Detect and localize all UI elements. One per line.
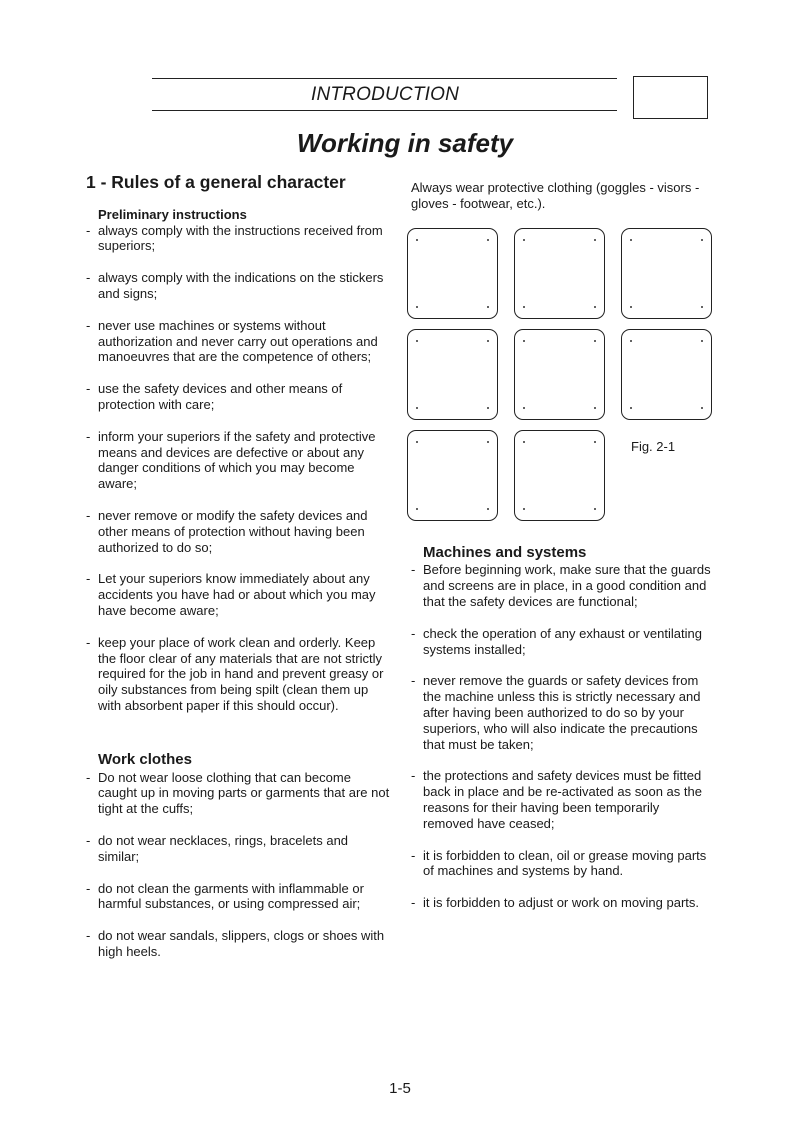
machines-list: [411, 562, 711, 911]
header-rule-bottom: [152, 110, 617, 111]
machines-heading: Machines and systems: [423, 543, 587, 561]
list-item: - do not clean the garments with inflammable or harmful substances, or using compressed air;: [86, 881, 392, 913]
work-clothes-list: [86, 770, 392, 960]
page-title: Working in safety: [296, 128, 514, 158]
safety-sign-icon: [514, 228, 605, 319]
list-item: - do not wear sandals, slippers, clogs or shoes with high heels.: [86, 928, 392, 960]
safety-sign-icon: [621, 228, 712, 319]
list-item: - Before beginning work, make sure that the guards and screens are in place, in a good condition and that the safety devices are functional;: [411, 562, 711, 609]
work-clothes-heading: Work clothes: [98, 750, 192, 768]
list-item: - it is forbidden to adjust or work on moving parts.: [411, 895, 711, 911]
list-item: - it is forbidden to clean, oil or grease moving parts of machines and systems by hand.: [411, 848, 711, 880]
list-item: - Let your superiors know immediately about any accidents you have had or about which you may have become aware;: [86, 571, 392, 618]
figure-caption: Fig. 2-1: [631, 438, 676, 454]
list-item: - never remove or modify the safety devices and other means of protection without having been authorized to do so;: [86, 508, 392, 555]
safety-sign-icon: [514, 329, 605, 420]
preliminary-heading: Preliminary instructions: [98, 206, 247, 222]
chapter-box: [633, 76, 708, 119]
list-item: - the protections and safety devices must be fitted back in place and be re-activated as soon as the reasons for their having been temporarily removed have ceased;: [411, 768, 711, 831]
right-column: [411, 180, 711, 927]
protective-intro: Always wear protective clothing (goggles - visors - gloves - footwear, etc.).: [411, 180, 700, 211]
list-item: - use the safety devices and other means of protection with care;: [86, 381, 392, 413]
header-rule-top: [152, 78, 617, 79]
safety-sign-icon: [407, 228, 498, 319]
section-heading: 1 - Rules of a general character: [86, 172, 346, 192]
safety-sign-icon: [514, 430, 605, 521]
list-item: - never use machines or systems without authorization and never carry out operations and manoeuvres that are the competence of others;: [86, 318, 392, 365]
page-number: 1-5: [389, 1080, 411, 1097]
safety-sign-icon: [407, 430, 498, 521]
list-item: - inform your superiors if the safety and protective means and devices are defective or about any danger conditions of which you may become aware;: [86, 429, 392, 492]
list-item: - always comply with the instructions received from superiors;: [86, 223, 392, 255]
list-item: - do not wear necklaces, rings, bracelets and similar;: [86, 833, 392, 865]
safety-sign-icon: [621, 329, 712, 420]
list-item: - always comply with the indications on the stickers and signs;: [86, 270, 392, 302]
list-item: - Do not wear loose clothing that can become caught up in moving parts or garments that are not tight at the cuffs;: [86, 770, 392, 817]
list-item: - never remove the guards or safety devices from the machine unless this is strictly necessary and after having been authorized to do so by your superiors, who will also indicate the precautions that must be taken;: [411, 673, 711, 752]
list-item: - check the operation of any exhaust or ventilating systems installed;: [411, 626, 711, 658]
safety-signs-figure: [407, 228, 712, 521]
left-column: [86, 172, 392, 976]
preliminary-list: [86, 223, 392, 714]
safety-sign-icon: [407, 329, 498, 420]
header-title: INTRODUCTION: [310, 84, 460, 105]
list-item: - keep your place of work clean and orderly. Keep the floor clear of any materials that are not strictly required for the job in hand and prevent greasy or oily substances from being spilt (clean them up with absorbent paper if this should occur).: [86, 635, 392, 714]
